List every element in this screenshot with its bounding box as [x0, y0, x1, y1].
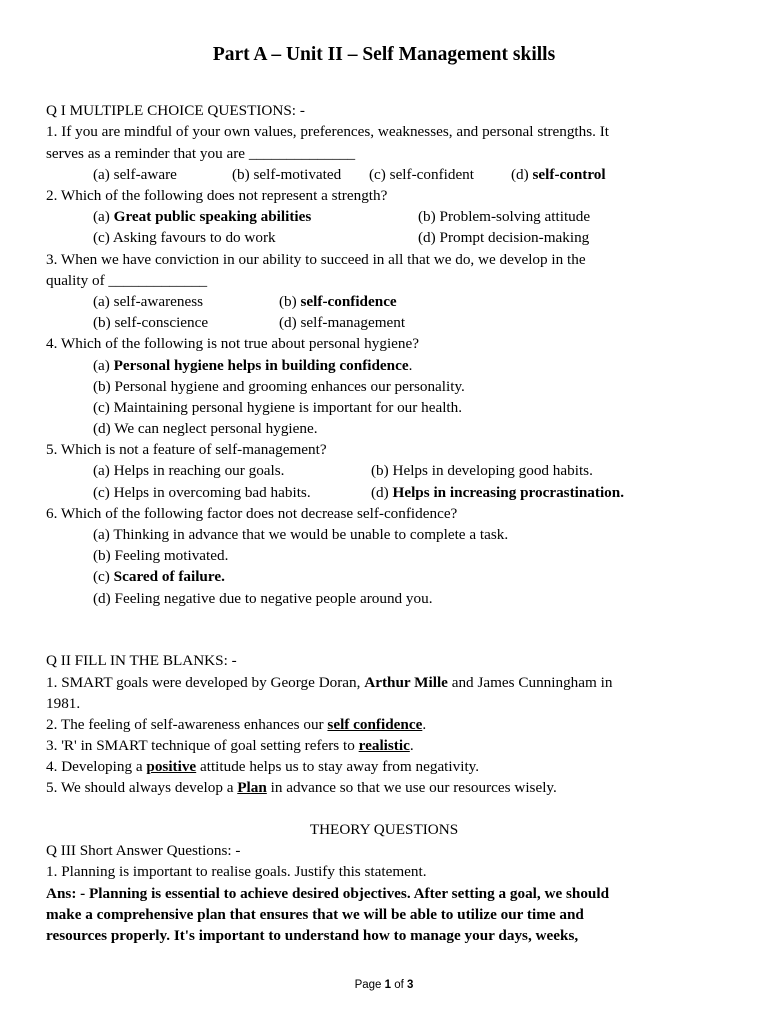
page-total: 3	[407, 979, 414, 991]
fib4-text-end: attitude helps us to stay away from negativity.	[196, 758, 480, 775]
q5-text: 5. Which is not a feature of self-management?	[46, 441, 327, 458]
fib1-line1	[46, 674, 612, 692]
q1-answer: self-control	[532, 166, 606, 183]
q4-option-a-period: .	[408, 357, 413, 374]
fill-blanks-heading: Q II FILL IN THE BLANKS: -	[46, 652, 237, 669]
q2-options-row1	[93, 208, 591, 226]
q3-option-b-label: (b)	[279, 293, 301, 310]
page-label: Page	[354, 979, 385, 991]
fib1-line2: 1981.	[46, 695, 81, 712]
q1-option-d-label: (d)	[511, 166, 533, 183]
q2-text: 2. Which of the following does not represent a strength?	[46, 187, 388, 204]
fib5-answer: Plan	[237, 779, 267, 796]
q1-option-c: (c) self-confident	[369, 166, 474, 183]
mcq-heading: Q I MULTIPLE CHOICE QUESTIONS: -	[46, 102, 305, 119]
q3-option-d: (d) self-management	[279, 314, 406, 331]
fib1-text-end: and James Cunningham in	[447, 674, 613, 691]
q5-option-d	[371, 484, 624, 502]
q5-option-c: (c) Helps in overcoming bad habits.	[93, 484, 311, 501]
fib4	[46, 758, 479, 776]
q4-answer: Personal hygiene helps in building confidence	[113, 357, 409, 374]
q6-text: 6. Which of the following factor does not decrease self-confidence?	[46, 505, 458, 522]
q1-option-a: (a) self-aware	[93, 166, 177, 183]
fib1-text: 1. SMART goals were developed by George Doran,	[46, 674, 365, 691]
q5-option-a: (a) Helps in reaching our goals.	[93, 462, 285, 479]
q4-option-b: (b) Personal hygiene and grooming enhances our personality.	[93, 378, 465, 395]
fib3-text: 3. 'R' in SMART technique of goal setting refers to	[46, 737, 359, 754]
q2-option-a	[93, 208, 311, 225]
q1-option-d	[511, 166, 606, 184]
q2-option-d: (d) Prompt decision-making	[418, 229, 590, 246]
q1-text-line1: 1. If you are mindful of your own values, preferences, weaknesses, and personal strengths. It	[46, 123, 610, 140]
q4-option-d: (d) We can neglect personal hygiene.	[93, 420, 318, 437]
fib1-answer: Arthur Mille	[364, 674, 448, 691]
fib4-answer: positive	[146, 758, 197, 775]
q3-answer: self-confidence	[300, 293, 397, 310]
q5-option-b: (b) Helps in developing good habits.	[371, 462, 593, 479]
fib2-text-end: .	[422, 716, 427, 733]
page-title: Part A – Unit II – Self Management skills	[212, 44, 556, 65]
saq1-answer-line3: resources properly. It's important to understand how to manage your days, weeks,	[46, 927, 579, 944]
fib4-text: 4. Developing a	[46, 758, 147, 775]
fib2-answer: self confidence	[327, 716, 423, 733]
q5-options-row2	[93, 484, 625, 502]
q3-option-b	[279, 293, 397, 311]
q5-option-d-label: (d)	[371, 484, 393, 501]
q2-option-a-label: (a)	[93, 208, 114, 225]
fib2-text: 2. The feeling of self-awareness enhances our	[46, 716, 328, 733]
q2-option-b: (b) Problem-solving attitude	[418, 208, 591, 225]
theory-heading: THEORY QUESTIONS	[309, 821, 459, 838]
fib3-text-end: .	[409, 737, 414, 754]
q3-text-line1: 3. When we have conviction in our ability to succeed in all that we do, we develop in the	[46, 251, 586, 268]
q3-option-c: (b) self-conscience	[93, 314, 209, 331]
fib5-text: 5. We should always develop a	[46, 779, 238, 796]
q5-answer: Helps in increasing procrastination.	[392, 484, 625, 501]
q4-option-c: (c) Maintaining personal hygiene is important for our health.	[93, 399, 463, 416]
fib3-answer: realistic	[358, 737, 410, 754]
fib2	[46, 716, 426, 734]
saq1-answer-line1: Ans: - Planning is essential to achieve desired objectives. After setting a goal, we should	[46, 885, 610, 902]
saq1-answer-line2: make a comprehensive plan that ensures that we will be able to utilize our time and	[46, 906, 584, 923]
q3-options-row2	[93, 314, 406, 332]
q4-text: 4. Which of the following is not true about personal hygiene?	[46, 335, 419, 352]
q2-options-row2	[93, 229, 590, 247]
page-of: of	[391, 979, 408, 991]
q6-option-d: (d) Feeling negative due to negative people around you.	[93, 590, 433, 607]
q3-option-a: (a) self-awareness	[93, 293, 204, 310]
saq1-text: 1. Planning is important to realise goals. Justify this statement.	[46, 863, 427, 880]
q6-option-c	[93, 568, 225, 586]
q4-option-a-label: (a)	[93, 357, 114, 374]
page-number	[0, 979, 768, 991]
q2-answer: Great public speaking abilities	[113, 208, 312, 225]
q6-option-c-label: (c)	[93, 568, 114, 585]
q3-options-row1	[93, 293, 397, 311]
q1-text-line2: serves as a reminder that you are ______________	[46, 145, 356, 162]
q6-option-a: (a) Thinking in advance that we would be unable to complete a task.	[93, 526, 509, 543]
q1-option-b: (b) self-motivated	[232, 166, 342, 183]
q5-options-row1	[93, 462, 593, 480]
fib3	[46, 737, 414, 755]
q3-text-line2: quality of _____________	[46, 272, 208, 289]
q2-option-c: (c) Asking favours to do work	[93, 229, 276, 246]
short-answer-heading: Q III Short Answer Questions: -	[46, 842, 241, 859]
q4-option-a	[93, 357, 412, 375]
q6-answer: Scared of failure.	[113, 568, 225, 585]
fib5	[46, 779, 557, 797]
q1-options	[93, 166, 606, 184]
fib5-text-end: in advance so that we use our resources wisely.	[266, 779, 557, 796]
q6-option-b: (b) Feeling motivated.	[93, 547, 229, 564]
page-current: 1	[384, 979, 392, 991]
